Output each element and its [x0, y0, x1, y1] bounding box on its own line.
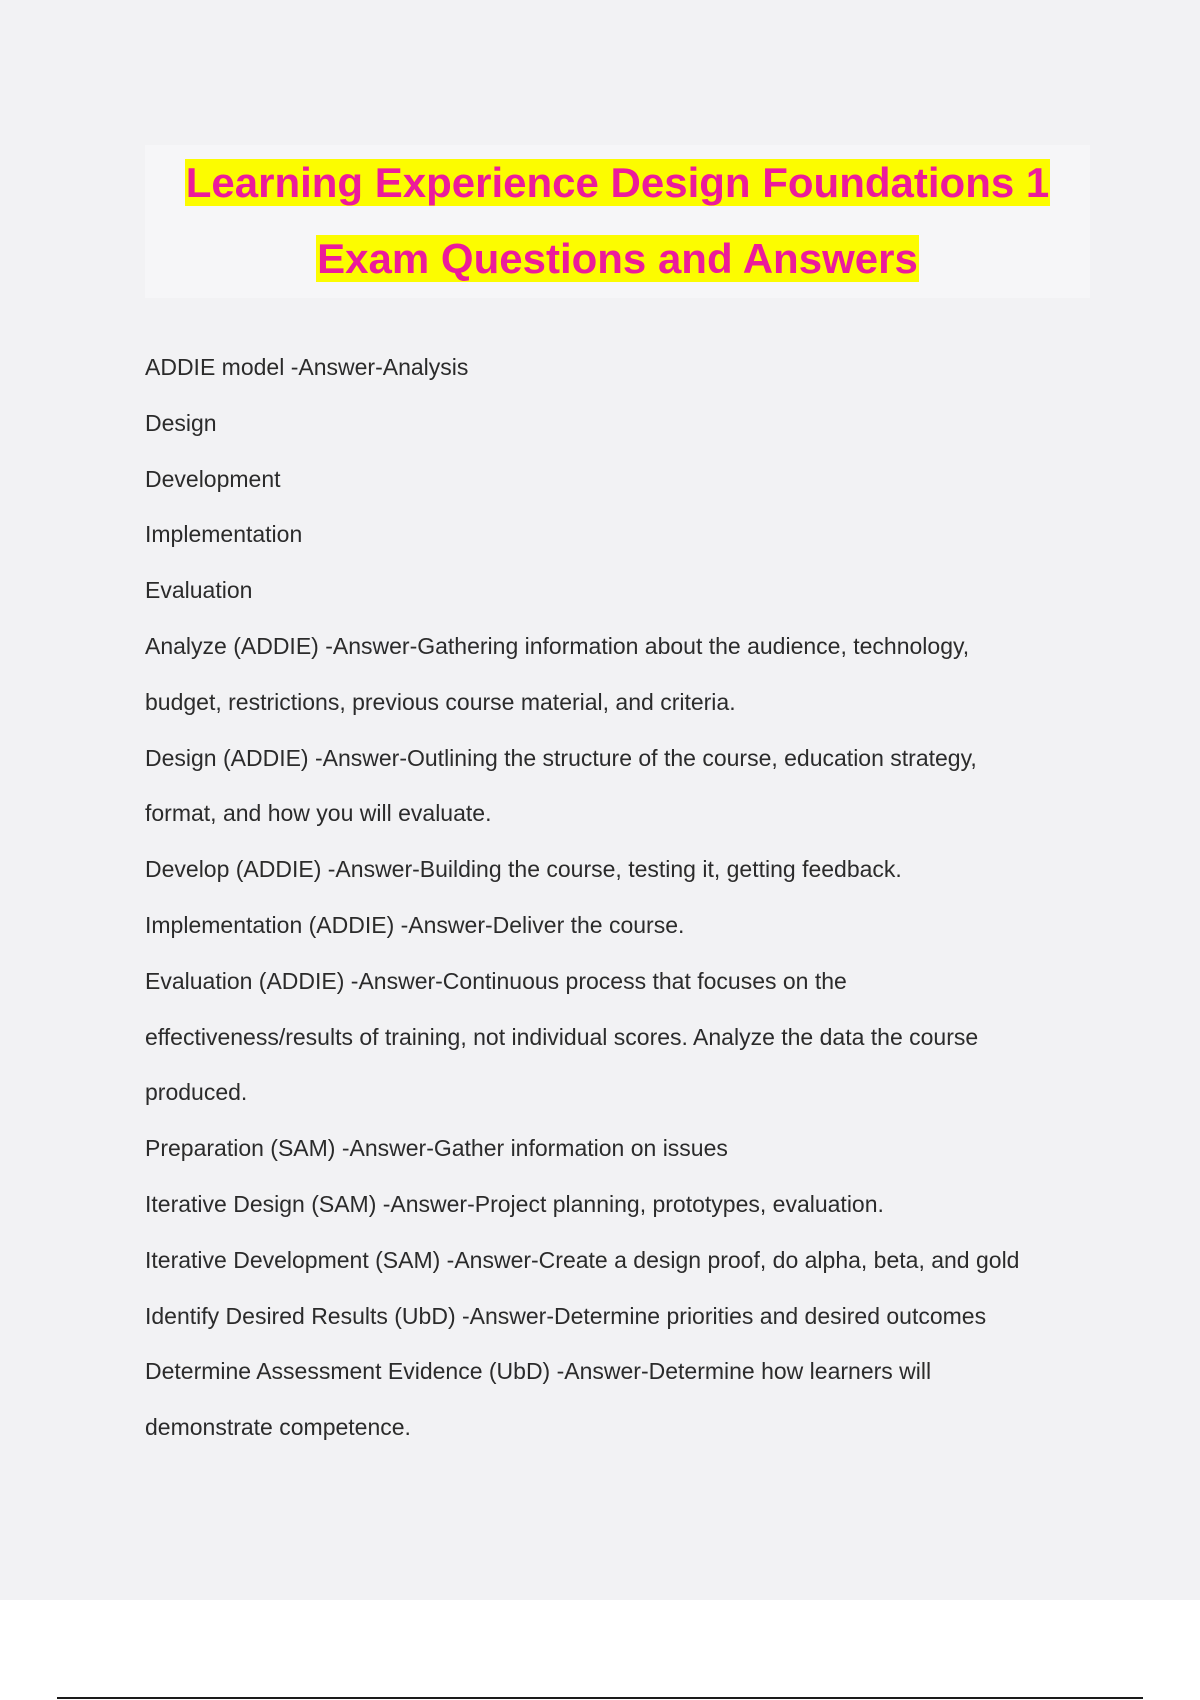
- title-line-1: [145, 145, 1090, 221]
- document-body: [145, 340, 1090, 1456]
- body-line: Develop (ADDIE) -Answer-Building the course, testing it, getting feedback.: [145, 856, 902, 883]
- body-line: effectiveness/results of training, not individual scores. Analyze the data the course: [145, 1023, 979, 1050]
- body-line: Implementation (ADDIE) -Answer-Deliver the course.: [145, 911, 685, 938]
- body-line: Evaluation: [145, 577, 253, 604]
- footer-divider: [57, 1697, 1143, 1699]
- body-line: Iterative Development (SAM) -Answer-Create a design proof, do alpha, beta, and gold: [145, 1246, 1020, 1273]
- body-line: Design (ADDIE) -Answer-Outlining the structure of the course, education strategy,: [145, 744, 977, 771]
- body-line: demonstrate competence.: [145, 1414, 411, 1441]
- body-line: Iterative Design (SAM) -Answer-Project planning, prototypes, evaluation.: [145, 1190, 884, 1217]
- body-line: Evaluation (ADDIE) -Answer-Continuous process that focuses on the: [145, 967, 847, 994]
- body-line: Determine Assessment Evidence (UbD) -Answer-Determine how learners will: [145, 1358, 932, 1385]
- body-line: format, and how you will evaluate.: [145, 800, 492, 827]
- title-line-2-text: Exam Questions and Answers: [317, 235, 918, 282]
- body-line: produced.: [145, 1079, 248, 1106]
- title-line-1-text: Learning Experience Design Foundations 1: [185, 159, 1050, 206]
- body-line: Identify Desired Results (UbD) -Answer-Determine priorities and desired outcomes: [145, 1302, 987, 1329]
- body-line: Implementation: [145, 521, 303, 548]
- document-title: [145, 145, 1090, 298]
- body-line: Development: [145, 465, 281, 492]
- title-line-2: [145, 221, 1090, 297]
- body-line: ADDIE model -Answer-Analysis: [145, 354, 469, 380]
- body-line: Design: [145, 409, 217, 436]
- body-line: Preparation (SAM) -Answer-Gather information on issues: [145, 1135, 728, 1162]
- body-line: Analyze (ADDIE) -Answer-Gathering information about the audience, technology,: [145, 632, 970, 659]
- body-line: budget, restrictions, previous course material, and criteria.: [145, 688, 736, 715]
